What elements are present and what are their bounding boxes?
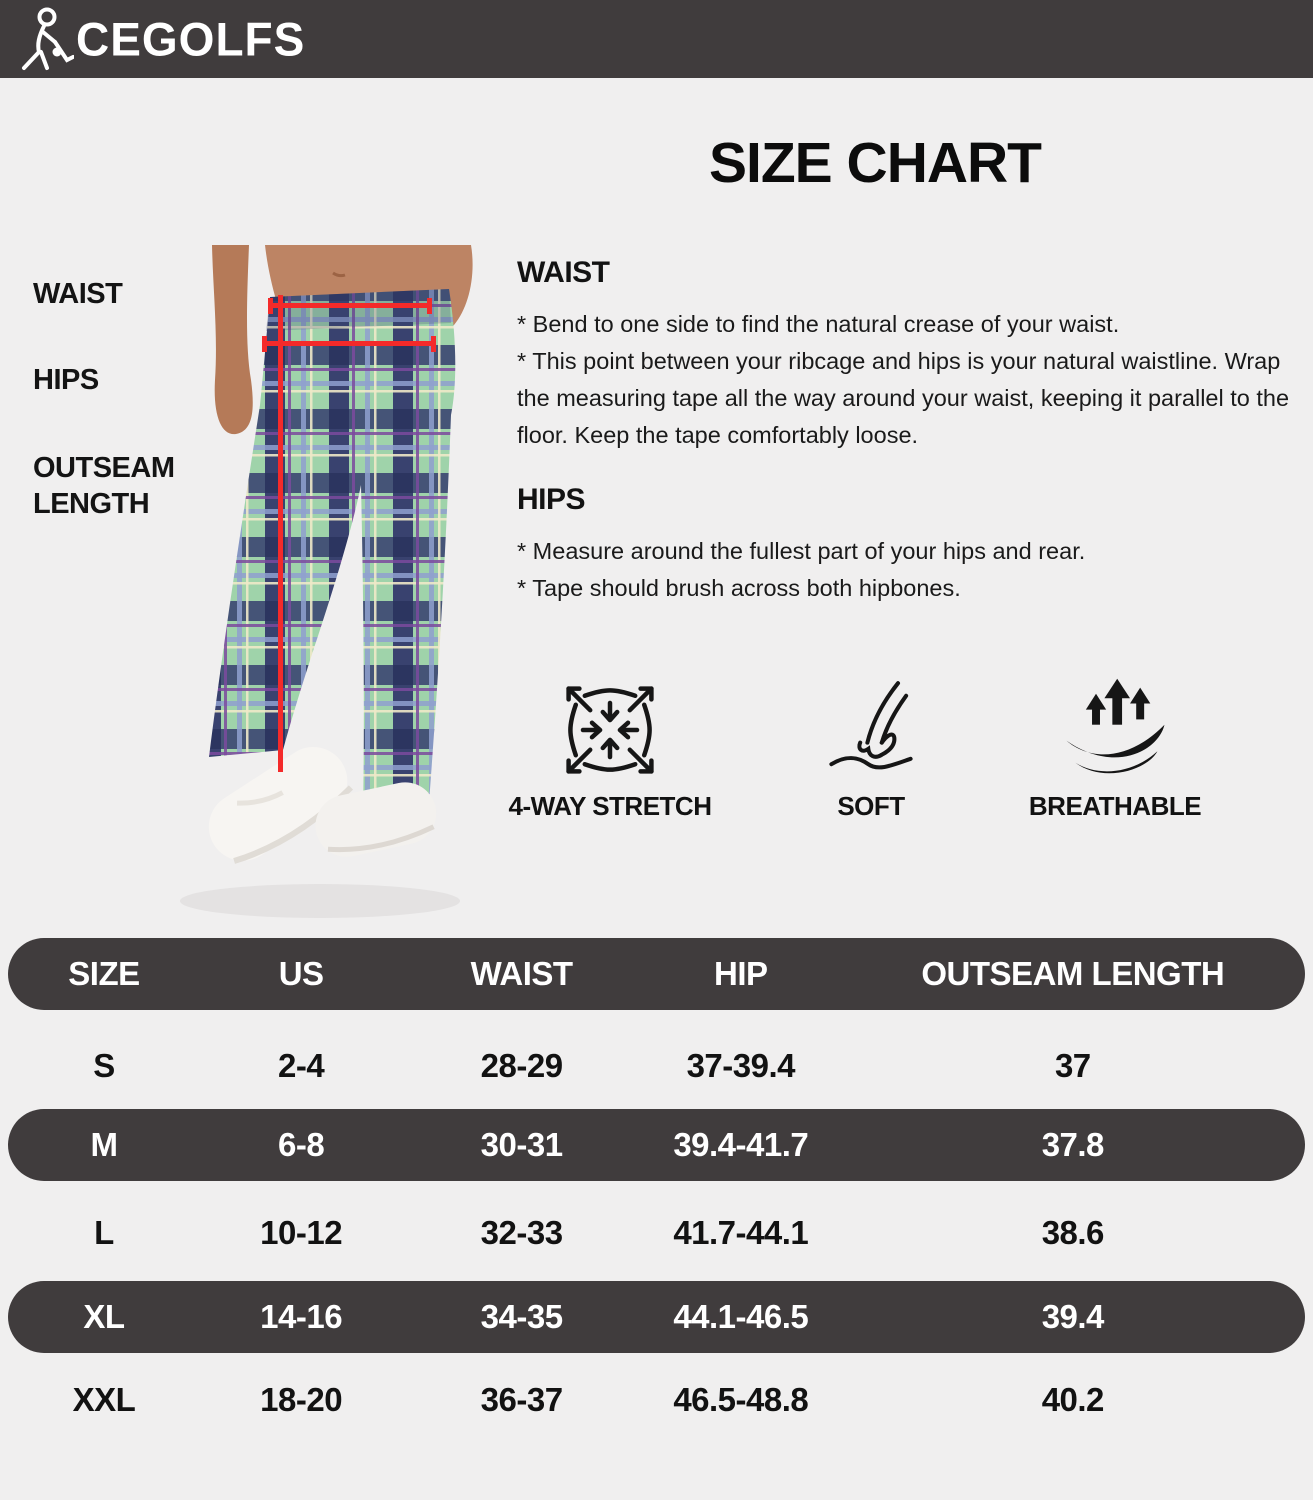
feature-label: SOFT	[837, 791, 905, 821]
feature-row	[495, 672, 1235, 822]
cell-size: M	[90, 1126, 118, 1163]
cell-us: 6-8	[278, 1126, 325, 1163]
waist-bullet: * Bend to one side to find the natural crease of your waist.	[517, 311, 1120, 337]
cell-hip: 41.7-44.1	[673, 1214, 809, 1251]
cell-us: 2-4	[278, 1047, 325, 1084]
cell-waist: 36-37	[480, 1381, 563, 1418]
table-row-xxl	[8, 1364, 1305, 1436]
cell-size: XL	[83, 1298, 125, 1335]
cell-hip: 39.4-41.7	[673, 1126, 809, 1163]
cell-size: XXL	[72, 1381, 136, 1418]
cell-outseam: 38.6	[1041, 1214, 1104, 1251]
cell-waist: 28-29	[480, 1047, 563, 1084]
cell-us: 14-16	[260, 1298, 343, 1335]
hips-bullet: * Tape should brush across both hipbones.	[517, 575, 961, 601]
golfer-icon	[16, 6, 76, 72]
cell-outseam: 40.2	[1041, 1381, 1104, 1418]
label-outseam-length: OUTSEAM LENGTH	[33, 452, 175, 521]
table-row-xl	[8, 1281, 1305, 1353]
table-row-m	[8, 1109, 1305, 1181]
cell-size: S	[93, 1047, 115, 1084]
cell-hip: 44.1-46.5	[673, 1298, 809, 1335]
column-header-waist: WAIST	[470, 955, 573, 992]
brand-header	[0, 0, 1313, 78]
model-photo	[165, 245, 495, 935]
four-way-stretch-icon	[556, 675, 664, 785]
waist-section-body	[517, 306, 1292, 454]
label-waist: WAIST	[33, 278, 123, 310]
page-title: SIZE CHART	[709, 131, 1041, 195]
cell-waist: 30-31	[480, 1126, 563, 1163]
feature-soft	[761, 672, 981, 822]
cell-size: L	[94, 1214, 114, 1251]
breathable-icon	[1057, 675, 1173, 785]
waist-bullet: * This point between your ribcage and hips is your natural waistline. Wrap the measuring tape all the way around your waist, keeping it parallel to the floor. Keep the tape comfortably loose.	[517, 348, 1290, 448]
cell-waist: 34-35	[480, 1298, 563, 1335]
label-hips: HIPS	[33, 364, 99, 396]
waist-section-heading: WAIST	[517, 256, 610, 289]
column-header-outseam-length: OUTSEAM LENGTH	[921, 955, 1225, 992]
hips-section-heading: HIPS	[517, 483, 586, 516]
brand-logo	[16, 0, 305, 78]
cell-hip: 46.5-48.8	[673, 1381, 809, 1418]
table-row-l	[8, 1197, 1305, 1269]
size-table-header-row	[8, 938, 1305, 1010]
column-header-hip: HIP	[714, 955, 768, 992]
feature-4-way-stretch	[500, 672, 720, 822]
column-header-us: US	[278, 955, 324, 992]
cell-outseam: 37	[1054, 1047, 1091, 1084]
cell-us: 10-12	[260, 1214, 343, 1251]
feature-label: 4-WAY STRETCH	[508, 791, 712, 821]
waist-measure-line	[268, 303, 432, 308]
column-header-size: SIZE	[68, 955, 140, 992]
brand-logo-text: CEGOLFS	[76, 12, 306, 66]
cell-us: 18-20	[260, 1381, 343, 1418]
hips-section-body	[517, 533, 1292, 607]
table-row-s	[8, 1030, 1305, 1102]
cell-outseam: 39.4	[1041, 1298, 1104, 1335]
hip-measure-line	[262, 341, 436, 346]
cell-outseam: 37.8	[1041, 1126, 1104, 1163]
cell-waist: 32-33	[480, 1214, 563, 1251]
feature-breathable	[1005, 672, 1225, 822]
model-illustration	[165, 245, 495, 935]
soft-icon	[816, 675, 926, 785]
outseam-measure-line	[278, 295, 283, 772]
hips-bullet: * Measure around the fullest part of your hips and rear.	[517, 538, 1086, 564]
feature-label: BREATHABLE	[1028, 791, 1202, 821]
cell-hip: 37-39.4	[686, 1047, 795, 1084]
